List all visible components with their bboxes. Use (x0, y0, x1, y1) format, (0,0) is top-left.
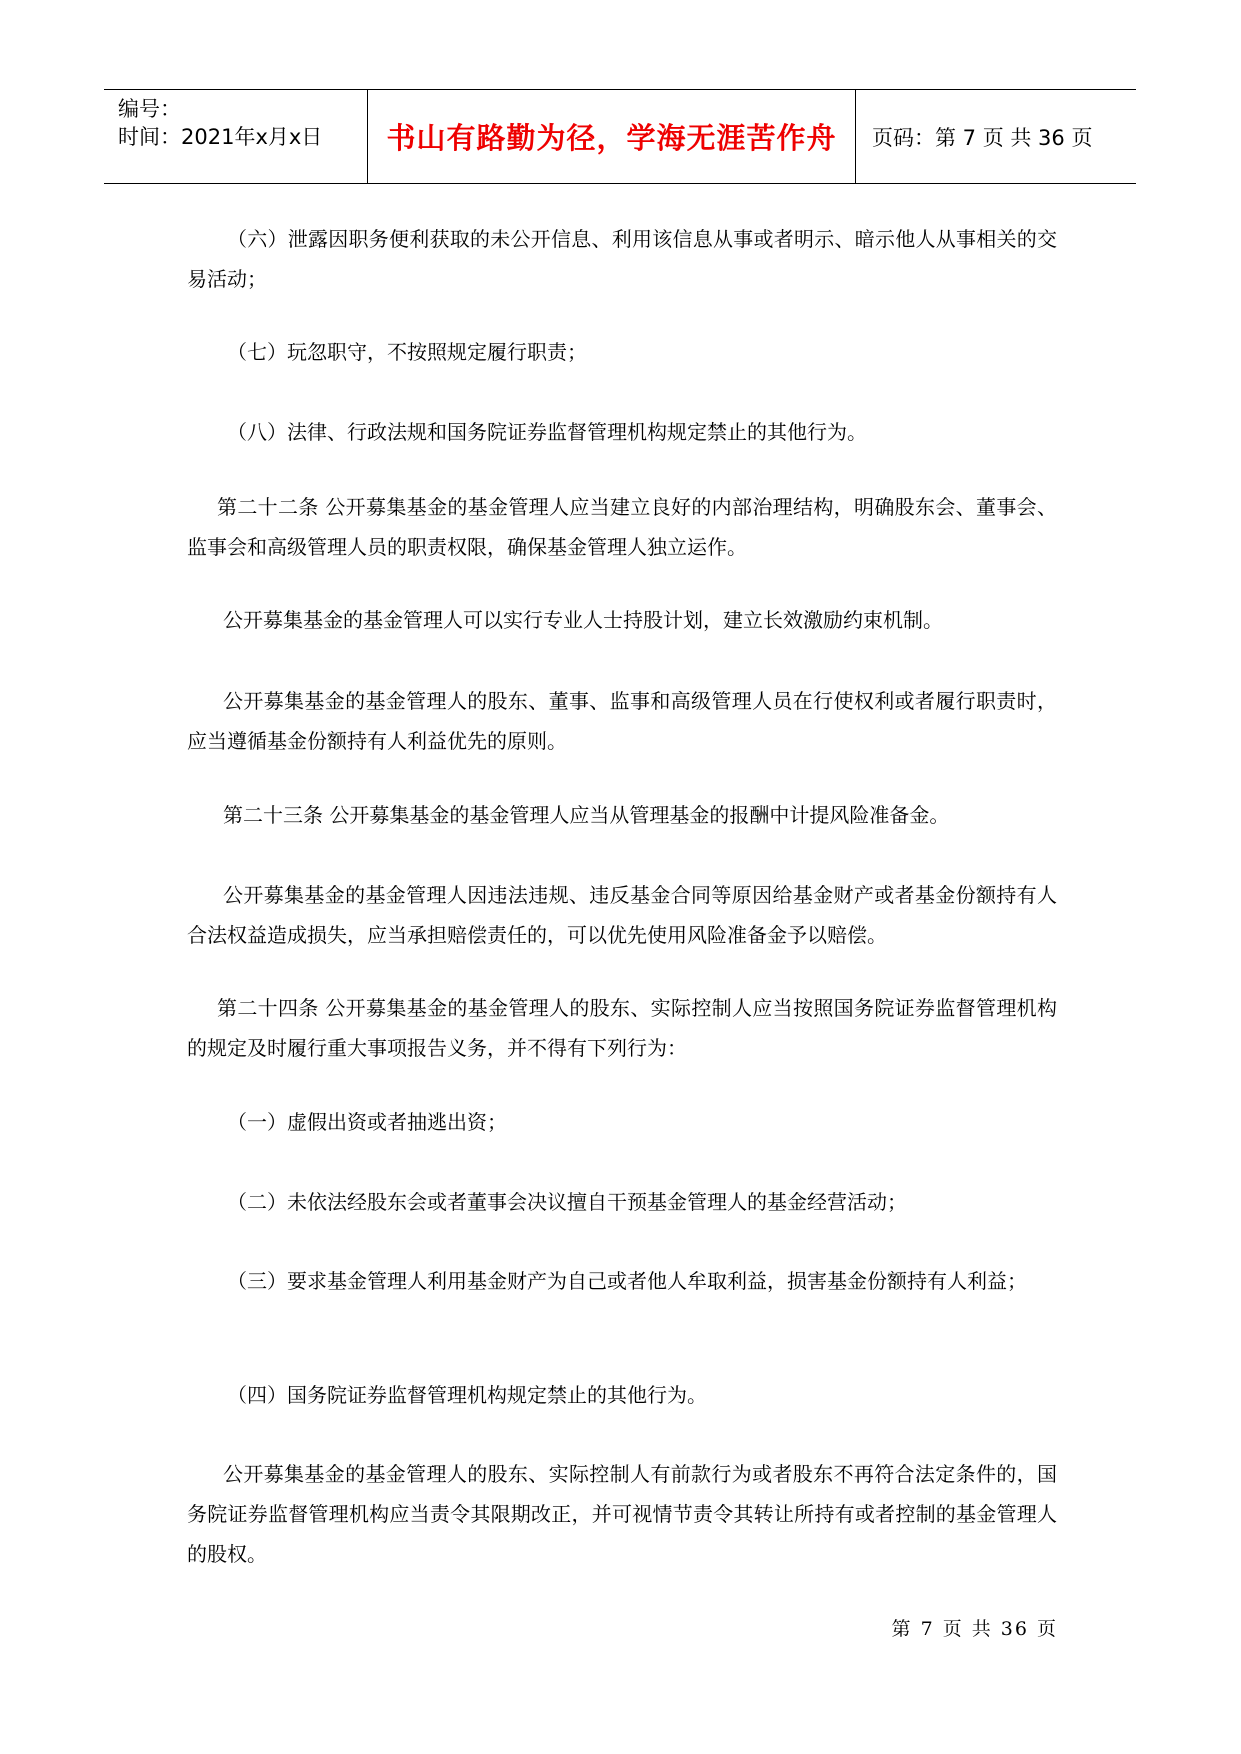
paragraph: 公开募集基金的基金管理人的股东、董事、监事和高级管理人员在行使权利或者履行职责时，应当遵循基金份额持有人利益优先的原则。 (187, 689, 1057, 753)
paragraph: 公开募集基金的基金管理人可以实行专业人士持股计划，建立长效激励约束机制。 (223, 608, 943, 632)
paragraph: （一）虚假出资或者抽逃出资； (227, 1110, 507, 1134)
header-motto-cell (368, 90, 856, 183)
paragraph: （二）未依法经股东会或者董事会决议擅自干预基金管理人的基金经营活动； (227, 1190, 907, 1214)
article-paragraph: 第二十四条 公开募集基金的基金管理人的股东、实际控制人应当按照国务院证券监督管理机构的规定及时履行重大事项报告义务，并不得有下列行为： (187, 996, 1057, 1060)
paragraph: （四）国务院证券监督管理机构规定禁止的其他行为。 (227, 1383, 707, 1407)
paragraph: 公开募集基金的基金管理人的股东、实际控制人有前款行为或者股东不再符合法定条件的，国务院证券监督管理机构应当责令其限期改正，并可视情节责令其转让所持有或者控制的基金管理人的股权。 (187, 1462, 1057, 1566)
paragraph: （七）玩忽职守，不按照规定履行职责； (227, 340, 587, 364)
page-header (104, 89, 1136, 184)
paragraph: （六）泄露因职务便利获取的未公开信息、利用该信息从事或者明示、暗示他人从事相关的交易活动； (187, 227, 1057, 291)
header-left-cell (104, 90, 368, 183)
paragraph: （三）要求基金管理人利用基金财产为自己或者他人牟取利益，损害基金份额持有人利益； (227, 1269, 1027, 1293)
paragraph: （八）法律、行政法规和国务院证券监督管理机构规定禁止的其他行为。 (227, 420, 867, 444)
article-paragraph: 第二十二条 公开募集基金的基金管理人应当建立良好的内部治理结构，明确股东会、董事会、监事会和高级管理人员的职责权限，确保基金管理人独立运作。 (187, 495, 1057, 559)
article-paragraph: 第二十三条 公开募集基金的基金管理人应当从管理基金的报酬中计提风险准备金。 (223, 803, 950, 827)
number-label: 编号： (118, 97, 181, 121)
page-info: 页码：第 7 页 共 36 页 (872, 125, 1093, 150)
header-page-cell (856, 90, 1136, 183)
time-label: 时间：2021年x月x日 (118, 125, 323, 149)
paragraph: 公开募集基金的基金管理人因违法违规、违反基金合同等原因给基金财产或者基金份额持有人合法权益造成损失，应当承担赔偿责任的，可以优先使用风险准备金予以赔偿。 (187, 883, 1057, 947)
page-footer: 第 7 页 共 36 页 (891, 1618, 1058, 1640)
motto-text: 书山有路勤为径，学海无涯苦作舟 (386, 121, 837, 155)
